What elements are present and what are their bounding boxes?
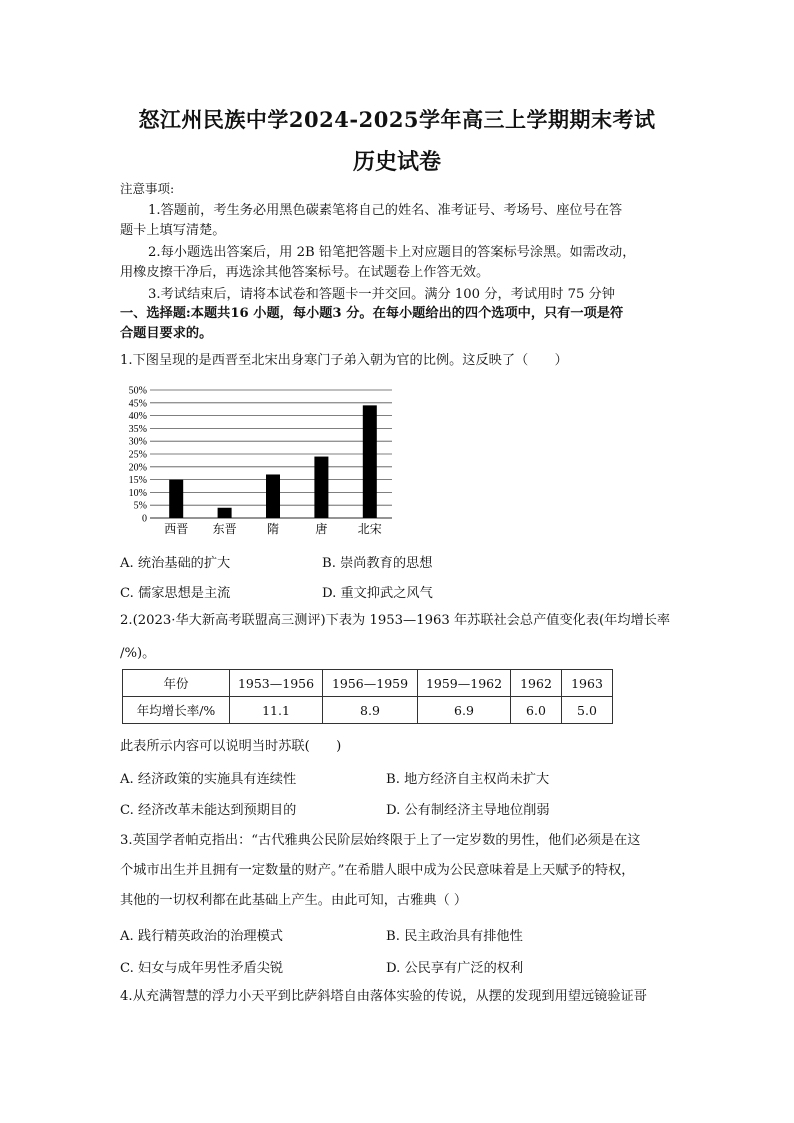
table-cell: 1962 — [511, 670, 562, 697]
chart-y-tick-labels — [129, 386, 147, 525]
q2-option-c[interactable]: C. 经济改革未能达到预期目的 — [120, 803, 297, 818]
q2-growth-table — [122, 669, 613, 724]
exam-title: 怒江州民族中学2024-2025学年高三上学期期末考试 — [138, 107, 656, 132]
y-tick-label: 0 — [142, 513, 147, 525]
q2-option-b[interactable]: B. 地方经济自主权尚未扩大 — [386, 772, 550, 787]
q3-option-c[interactable]: C. 妇女与成年男性矛盾尖锐 — [120, 961, 284, 976]
note-item-1-line1: 1.答题前，考生务必用黑色碳素笔将自己的姓名、准考证号、考场号、座位号在答 — [148, 203, 623, 218]
x-tick-label: 北宋 — [357, 522, 382, 536]
table-cell: 11.1 — [230, 697, 323, 724]
y-tick-label: 10% — [128, 487, 147, 499]
note-item-1-line2: 题卡上填写清楚。 — [120, 223, 226, 238]
q2-stem-line2: /%)。 — [120, 646, 156, 661]
section1-heading-line1: 一、选择题:本题共16 小题，每小题3 分。在每小题给出的四个选项中，只有一项是符 — [120, 306, 624, 321]
note-item-2-line1: 2.每小题选出答案后，用 2B 铅笔把答题卡上对应题目的答案标号涂黑。如需改动， — [148, 245, 636, 260]
notes-heading: 注意事项: — [120, 181, 175, 196]
table-cell: 1953—1956 — [230, 670, 323, 697]
table-cell: 8.9 — [323, 697, 418, 724]
q3-option-b[interactable]: B. 民主政治具有排他性 — [386, 929, 523, 944]
table-cell: 年份 — [123, 670, 230, 697]
x-tick-label: 东晋 — [212, 522, 237, 536]
q4-stem-line1: 4.从充满智慧的浮力小天平到比萨斜塔自由落体实验的传说，从摆的发现到用望远镜验证哥 — [120, 989, 647, 1004]
y-tick-label: 20% — [128, 462, 147, 474]
q2-stem-line1: 2.(2023·华大新高考联盟高三测评)下表为 1953—1963 年苏联社会总产值变化表(年均增长率 — [120, 613, 671, 628]
q3-option-d[interactable]: D. 公民享有广泛的权利 — [386, 961, 524, 976]
q1-option-a[interactable]: A. 统治基础的扩大 — [120, 556, 231, 571]
y-tick-label: 25% — [128, 449, 147, 461]
chart-x-tick-labels — [164, 521, 382, 536]
x-tick-label: 唐 — [315, 522, 328, 536]
table-cell: 1963 — [562, 670, 613, 697]
q3-stem-line1: 3.英国学者帕克指出：“古代雅典公民阶层始终限于上了一定岁数的男性，他们必须是在这 — [120, 833, 641, 848]
bar — [314, 457, 328, 518]
y-tick-label: 30% — [128, 436, 147, 448]
note-item-2-line2: 用橡皮擦干净后，再选涂其他答案标号。在试题卷上作答无效。 — [120, 265, 490, 280]
x-tick-label: 隋 — [266, 522, 280, 536]
table-cell: 1956—1959 — [323, 670, 418, 697]
q2-question: 此表所示内容可以说明当时苏联( ) — [120, 739, 342, 754]
table-row — [123, 670, 613, 697]
bar — [363, 405, 377, 518]
y-tick-label: 5% — [133, 500, 147, 512]
q3-option-a[interactable]: A. 践行精英政治的治理模式 — [120, 929, 283, 944]
q3-stem-line2: 个城市出生并且拥有一定数量的财产。”在希腊人眼中成为公民意味着是上天赋予的特权， — [120, 863, 635, 878]
q1-option-c[interactable]: C. 儒家思想是主流 — [120, 586, 231, 601]
exam-subject-title: 历史试卷 — [352, 149, 441, 175]
table-row — [123, 697, 613, 724]
q1-bar-chart — [118, 378, 398, 536]
bar — [266, 474, 280, 518]
table-cell: 6.0 — [511, 697, 562, 724]
table-cell: 1959—1962 — [418, 670, 511, 697]
y-tick-label: 15% — [128, 475, 147, 487]
y-tick-label: 40% — [128, 411, 147, 423]
q2-option-d[interactable]: D. 公有制经济主导地位削弱 — [386, 803, 550, 818]
q2-option-a[interactable]: A. 经济政策的实施具有连续性 — [120, 772, 297, 787]
y-tick-label: 45% — [128, 398, 147, 410]
section1-heading-line2: 合题目要求的。 — [120, 326, 213, 341]
table-cell: 年均增长率/% — [123, 697, 230, 724]
q1-stem: 1.下图呈现的是西晋至北宋出身寒门子弟入朝为官的比例。这反映了（ ） — [120, 353, 568, 368]
q1-option-b[interactable]: B. 崇尚教育的思想 — [322, 556, 433, 571]
table-cell: 6.9 — [418, 697, 511, 724]
x-tick-label: 西晋 — [164, 522, 189, 536]
note-item-3-line1: 3.考试结束后，请将本试卷和答题卡一并交回。满分 100 分，考试用时 75 分钟 — [148, 287, 615, 302]
bar — [218, 508, 232, 518]
chart-bars — [169, 405, 377, 518]
y-tick-label: 50% — [128, 385, 147, 397]
q1-option-d[interactable]: D. 重文抑武之风气 — [322, 586, 433, 601]
y-tick-label: 35% — [128, 423, 147, 435]
q3-stem-line3: 其他的一切权利都在此基础上产生。由此可知，古雅典（ ） — [120, 893, 468, 908]
table-cell: 5.0 — [562, 697, 613, 724]
bar — [169, 480, 183, 518]
